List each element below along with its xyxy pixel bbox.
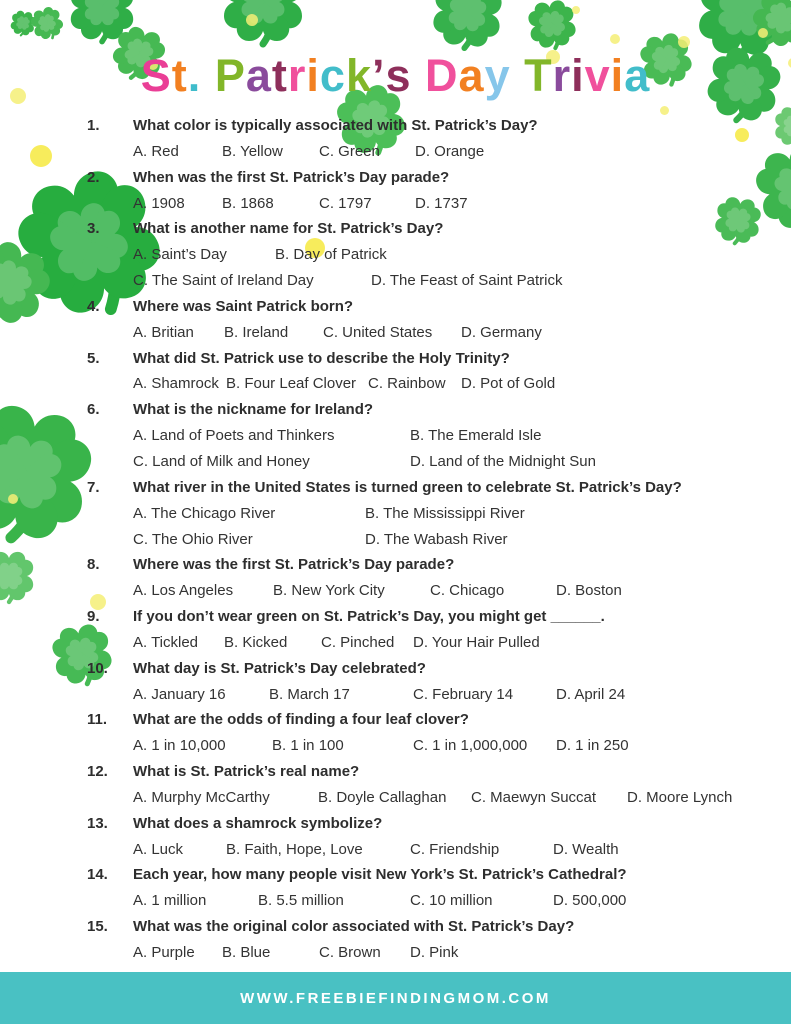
answer-option: D. Moore Lynch <box>627 788 733 806</box>
question-text: What is another name for St. Patrick’s Day? <box>133 220 444 238</box>
answer-option: A. Shamrock <box>133 375 219 393</box>
question-number: 14. <box>87 866 108 884</box>
title-letter: ’ <box>371 50 386 101</box>
title-letter: t <box>171 50 188 101</box>
question-text: Each year, how many people visit New York’s St. Patrick’s Cathedral? <box>133 866 627 884</box>
answer-option-line <box>0 139 791 165</box>
question-number: 4. <box>87 297 100 315</box>
answer-option: A. 1 million <box>133 892 207 910</box>
title-letter: i <box>610 50 625 101</box>
title-letter: t <box>271 50 288 101</box>
answer-option: D. Boston <box>556 582 622 600</box>
question-number: 2. <box>87 168 100 186</box>
answer-option: B. The Mississippi River <box>365 504 525 522</box>
answer-option: C. United States <box>323 323 433 341</box>
question-text: Where was Saint Patrick born? <box>133 297 354 315</box>
question-number: 11. <box>87 711 108 729</box>
answer-option: C. 1 in 1,000,000 <box>413 737 528 755</box>
answer-option-line <box>0 785 791 811</box>
answer-option-line <box>0 888 791 914</box>
answer-option: C. The Ohio River <box>133 530 253 548</box>
question-number: 10. <box>87 659 108 677</box>
question-number: 3. <box>87 220 100 238</box>
title-letter: s <box>385 50 412 101</box>
answer-option: D. Pink <box>410 944 459 961</box>
answer-option-line <box>0 449 791 475</box>
question-text: What are the odds of finding a four leaf clover? <box>133 711 469 729</box>
answer-option-line <box>0 837 791 863</box>
answer-option: B. Ireland <box>224 323 289 341</box>
question-number: 5. <box>87 349 100 367</box>
answer-option: C. The Saint of Ireland Day <box>133 272 314 290</box>
answer-option: A. The Chicago River <box>133 504 276 522</box>
answer-option: C. Chicago <box>430 582 505 600</box>
title-letter: v <box>584 50 611 101</box>
question-text: If you don’t wear green on St. Patrick’s Day, you might get ______. <box>133 608 605 626</box>
answer-option-line <box>0 527 791 553</box>
answer-option: D. The Feast of Saint Patrick <box>371 272 563 290</box>
answer-option: C. Rainbow <box>368 375 446 393</box>
answer-option: B. Blue <box>222 944 271 961</box>
confetti-dot <box>758 28 768 38</box>
answer-option: B. Kicked <box>224 633 288 651</box>
question-number: 13. <box>87 814 108 832</box>
question-text: What is the nickname for Ireland? <box>133 401 374 419</box>
title-letter: T <box>524 50 553 101</box>
answer-option-line <box>0 242 791 268</box>
answer-option: A. January 16 <box>133 685 226 703</box>
answer-option: D. 500,000 <box>553 892 627 910</box>
answer-option: D. Orange <box>415 142 485 160</box>
answer-option: D. Pot of Gold <box>461 375 556 393</box>
answer-option: A. Red <box>133 142 179 160</box>
question-number: 7. <box>87 478 100 496</box>
answer-option: B. Four Leaf Clover <box>226 375 357 393</box>
title-letter: i <box>306 50 320 101</box>
answer-option: A. Luck <box>133 840 184 858</box>
question-number: 15. <box>87 918 108 936</box>
question-number: 6. <box>87 401 100 419</box>
title-letter <box>201 50 215 102</box>
answer-option: A. Los Angeles <box>133 582 234 600</box>
question-line <box>0 811 791 837</box>
clover-icon <box>213 0 313 52</box>
question-line <box>0 216 791 242</box>
question-text: What did St. Patrick use to describe the Holy Trinity? <box>133 349 510 367</box>
title-letter <box>412 50 426 102</box>
confetti-dot <box>610 34 620 44</box>
answer-option: D. Your Hair Pulled <box>413 633 540 651</box>
answer-option: B. March 17 <box>269 685 350 703</box>
answer-option: C. 1797 <box>319 194 372 212</box>
title-letter: a <box>624 50 651 101</box>
answer-option-line <box>0 682 791 708</box>
title-letter: P <box>214 50 246 101</box>
answer-option: B. Day of Patrick <box>275 246 387 264</box>
answer-option: D. Germany <box>461 323 542 341</box>
title-letter: y <box>484 50 511 101</box>
answer-option: D. April 24 <box>556 685 626 703</box>
title-letter: a <box>458 50 485 101</box>
answer-option: C. Friendship <box>410 840 500 858</box>
title-letter: S <box>140 50 172 101</box>
question-line <box>0 604 791 630</box>
question-text: What day is St. Patrick’s Day celebrated? <box>133 659 426 677</box>
title-letter: i <box>571 50 585 101</box>
answer-option: C. February 14 <box>413 685 514 703</box>
title-letter: r <box>552 50 572 101</box>
answer-option: C. 10 million <box>410 892 493 910</box>
question-text: What is St. Patrick’s real name? <box>133 763 360 781</box>
answer-option: A. Tickled <box>133 633 199 651</box>
answer-option: B. Doyle Callaghan <box>318 788 447 806</box>
question-number: 9. <box>87 608 100 626</box>
answer-option-line <box>0 371 791 397</box>
page-title <box>0 50 791 102</box>
answer-option: B. Yellow <box>222 142 283 160</box>
answer-option: A. 1 in 10,000 <box>133 737 226 755</box>
confetti-dot <box>678 36 690 48</box>
title-letter: k <box>345 50 372 101</box>
answer-option: D. 1 in 250 <box>556 737 629 755</box>
footer-url: WWW.FREEBIEFINDINGMOM.COM <box>240 989 551 1007</box>
answer-option: B. The Emerald Isle <box>410 427 542 445</box>
question-number: 12. <box>87 763 108 781</box>
answer-option-line <box>0 578 791 604</box>
question-line <box>0 294 791 320</box>
question-line <box>0 656 791 682</box>
confetti-dot <box>572 6 580 14</box>
answer-option: B. 1 in 100 <box>272 737 344 755</box>
question-line <box>0 113 791 139</box>
title-letter: . <box>187 50 202 101</box>
question-line <box>0 165 791 191</box>
answer-option-line <box>0 423 791 449</box>
answer-option: D. Land of the Midnight Sun <box>410 452 596 470</box>
answer-option: A. Purple <box>133 944 195 961</box>
question-text: What color is typically associated with St. Patrick’s Day? <box>133 117 538 134</box>
answer-option: B. Faith, Hope, Love <box>226 840 363 858</box>
confetti-dot <box>246 14 258 26</box>
answer-option-line <box>0 320 791 346</box>
question-text: What does a shamrock symbolize? <box>133 814 383 832</box>
question-text: When was the first St. Patrick’s Day parade? <box>133 168 450 186</box>
question-text: What was the original color associated with St. Patrick’s Day? <box>133 918 575 936</box>
answer-option: C. Land of Milk and Honey <box>133 452 310 470</box>
question-line <box>0 914 791 940</box>
answer-option: C. Maewyn Succat <box>471 788 597 806</box>
answer-option: A. Britian <box>133 323 194 341</box>
question-list <box>0 113 791 966</box>
answer-option: A. Murphy McCarthy <box>133 788 270 806</box>
question-line <box>0 707 791 733</box>
answer-option-line <box>0 268 791 294</box>
answer-option: B. 5.5 million <box>258 892 344 910</box>
answer-option-line <box>0 733 791 759</box>
title-letter <box>511 50 525 102</box>
question-line <box>0 552 791 578</box>
answer-option: A. Land of Poets and Thinkers <box>133 427 335 445</box>
answer-option: C. Green <box>319 142 380 160</box>
title-letter: a <box>245 50 272 101</box>
question-line <box>0 759 791 785</box>
answer-option-line <box>0 940 791 966</box>
question-text: What river in the United States is turned green to celebrate St. Patrick’s Day? <box>133 478 682 496</box>
answer-option-line <box>0 630 791 656</box>
question-number: 1. <box>87 117 100 134</box>
title-letter: D <box>425 50 459 101</box>
answer-option: B. 1868 <box>222 194 274 212</box>
title-letter: r <box>287 50 307 101</box>
question-line <box>0 475 791 501</box>
answer-option: D. The Wabash River <box>365 530 508 548</box>
answer-option: D. 1737 <box>415 194 468 212</box>
answer-option: C. Brown <box>319 944 381 961</box>
footer-bar <box>0 972 791 1024</box>
question-number: 8. <box>87 556 100 574</box>
answer-option: D. Wealth <box>553 840 619 858</box>
answer-option: A. 1908 <box>133 194 185 212</box>
answer-option-line <box>0 191 791 217</box>
answer-option: B. New York City <box>273 582 385 600</box>
question-line <box>0 862 791 888</box>
question-text: Where was the first St. Patrick’s Day parade? <box>133 556 455 574</box>
answer-option: C. Pinched <box>321 633 395 651</box>
answer-option: A. Saint’s Day <box>133 246 227 264</box>
title-letter: c <box>319 50 346 101</box>
question-line <box>0 397 791 423</box>
question-line <box>0 346 791 372</box>
answer-option-line <box>0 501 791 527</box>
